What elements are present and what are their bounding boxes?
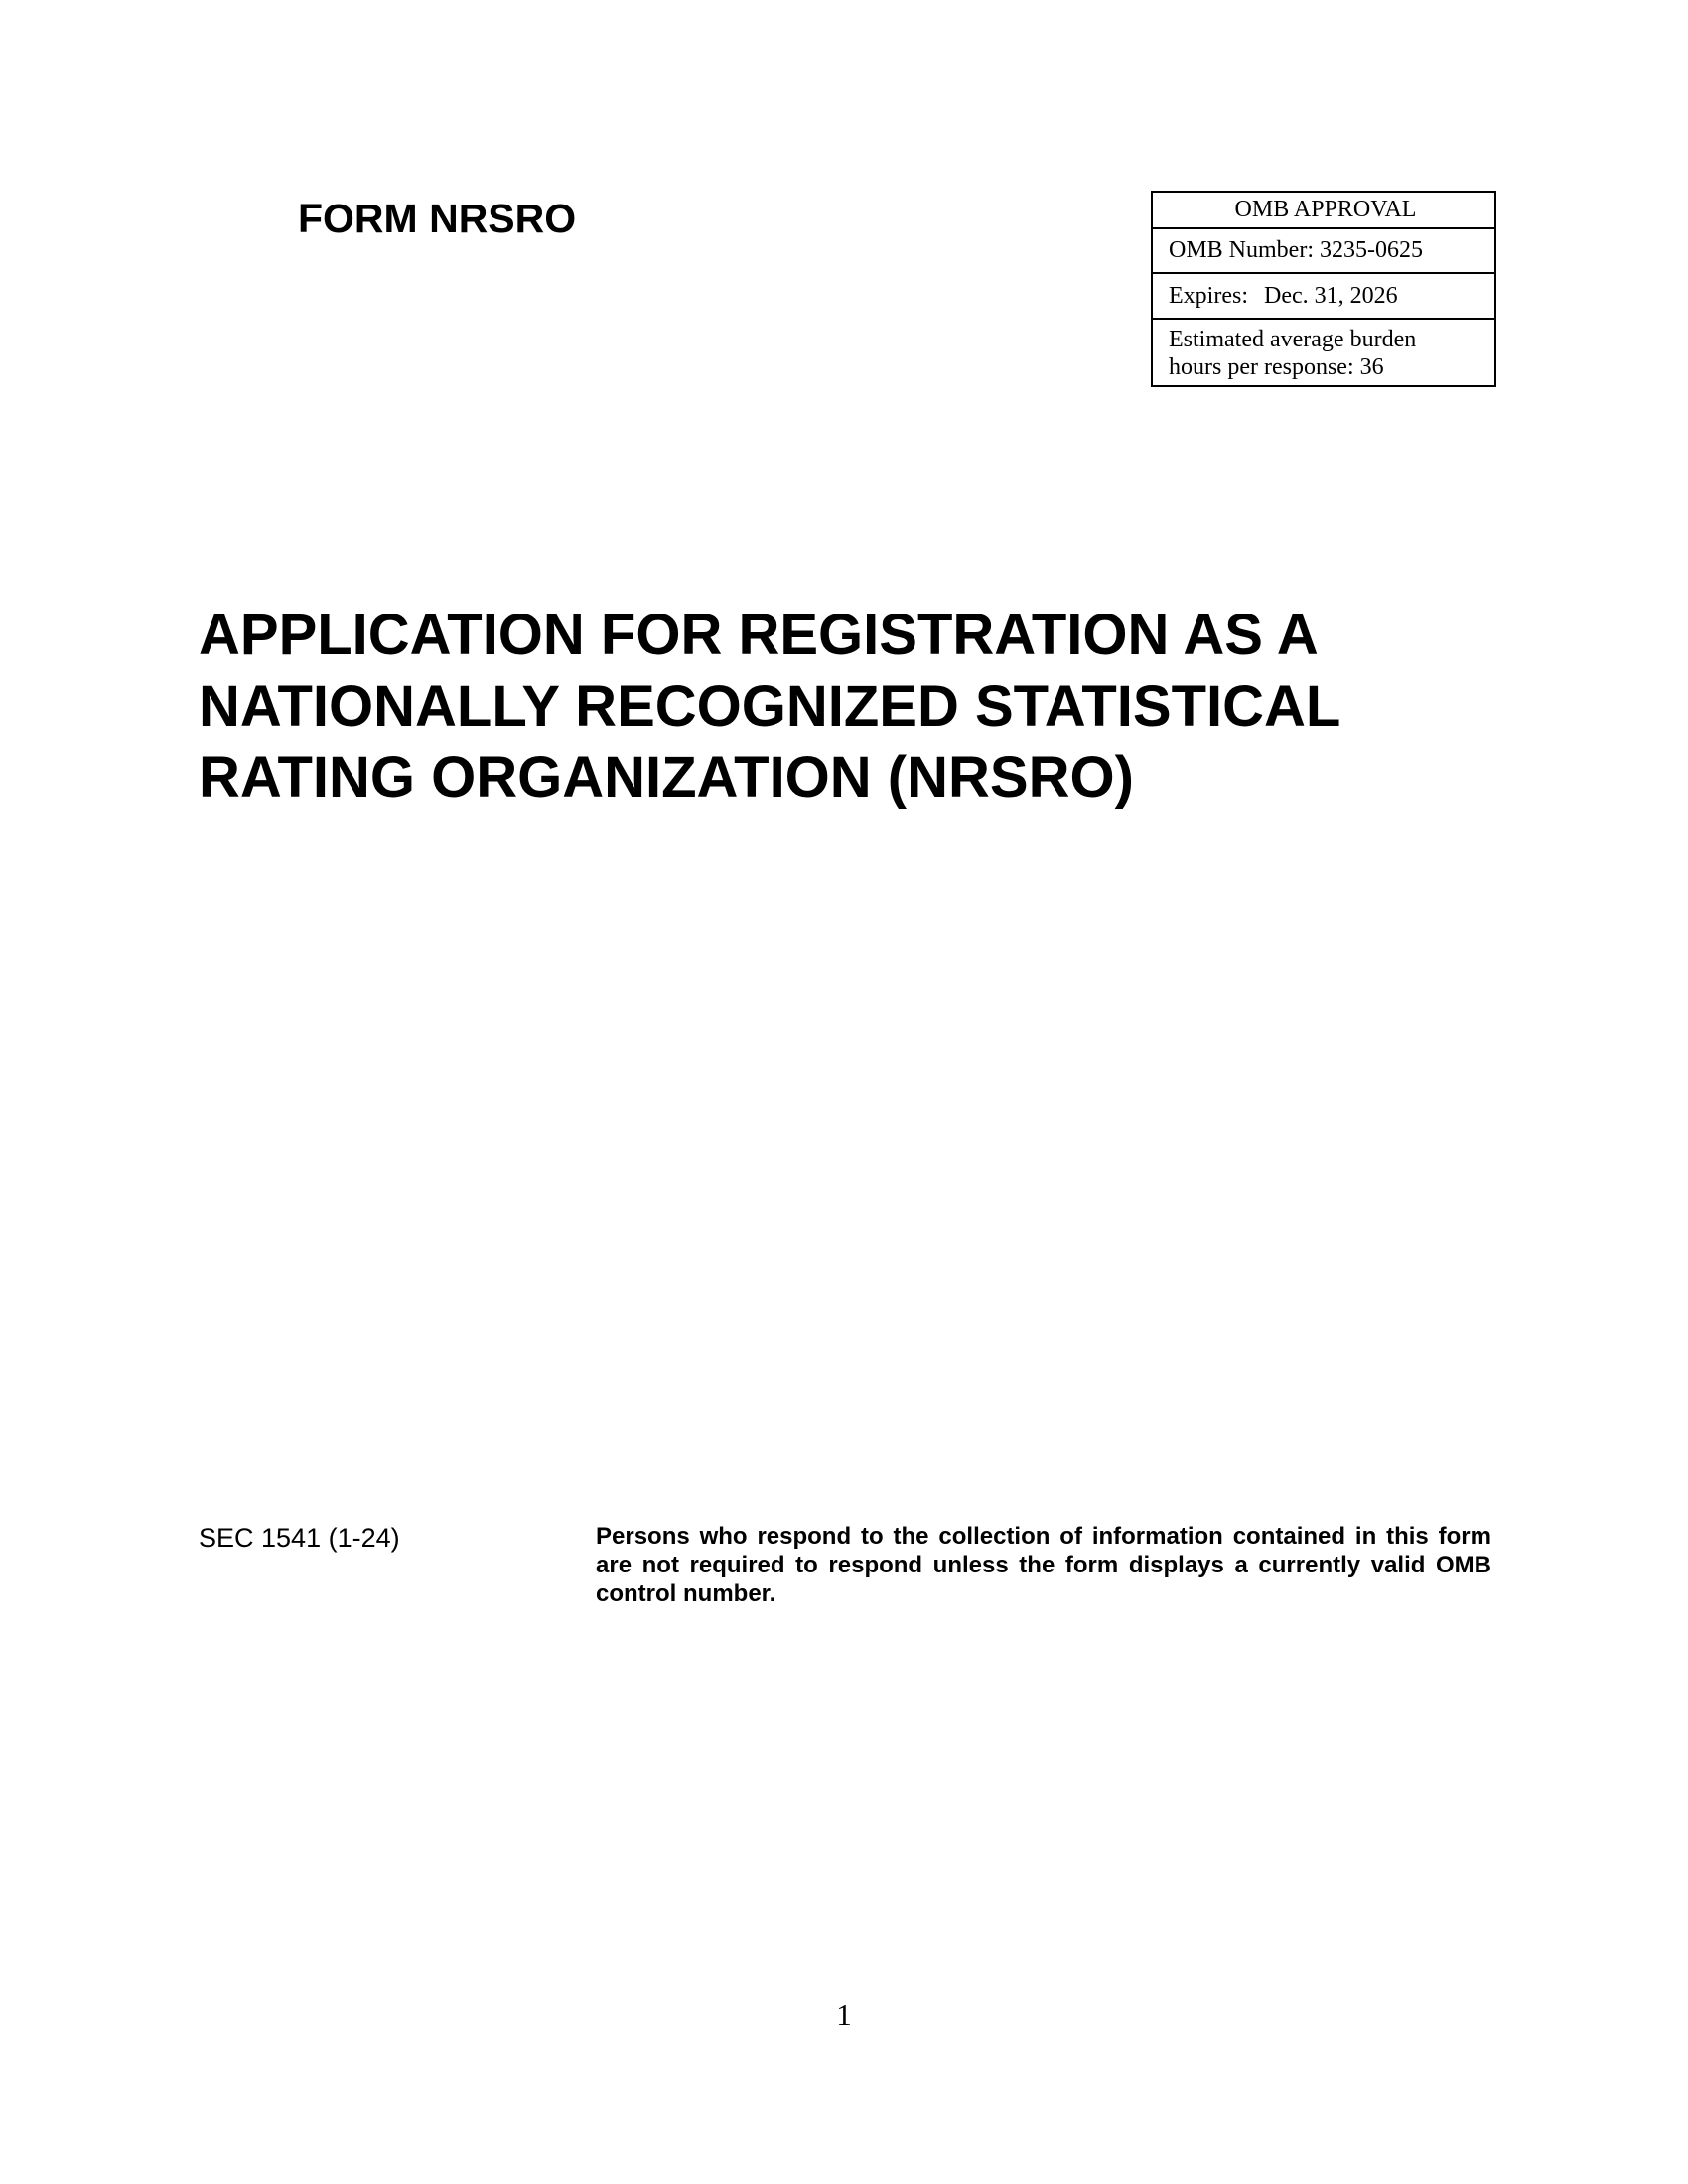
- title-line-1: APPLICATION FOR REGISTRATION AS A: [199, 603, 1319, 667]
- omb-expires-label: Expires:: [1169, 283, 1248, 309]
- sec-form-code: SEC 1541 (1-24): [199, 1523, 400, 1553]
- omb-expires-row: [1153, 272, 1494, 318]
- omb-number-row: [1153, 227, 1494, 272]
- omb-burden-row: [1153, 318, 1494, 385]
- omb-control-notice: Persons who respond to the collection of information contained in this form are not required to respond unless the form displays a currently valid OMB control number.: [596, 1523, 1491, 1607]
- omb-burden-line-1: Estimated average burden: [1169, 327, 1417, 352]
- omb-expires-value: Dec. 31, 2026: [1263, 283, 1398, 309]
- title-line-2: NATIONALLY RECOGNIZED STATISTICAL: [199, 674, 1341, 739]
- omb-burden-line-2: hours per response: 36: [1169, 354, 1384, 380]
- omb-number-value: 3235-0625: [1320, 237, 1423, 263]
- form-title: FORM NRSRO: [298, 196, 577, 241]
- title-line-3: RATING ORGANIZATION (NRSRO): [199, 746, 1134, 810]
- omb-approval-box: [1151, 191, 1496, 387]
- page-number: 1: [836, 1997, 852, 2032]
- application-title: [199, 600, 1509, 814]
- omb-approval-heading: OMB APPROVAL: [1234, 197, 1417, 222]
- omb-number-label: OMB Number:: [1169, 237, 1314, 263]
